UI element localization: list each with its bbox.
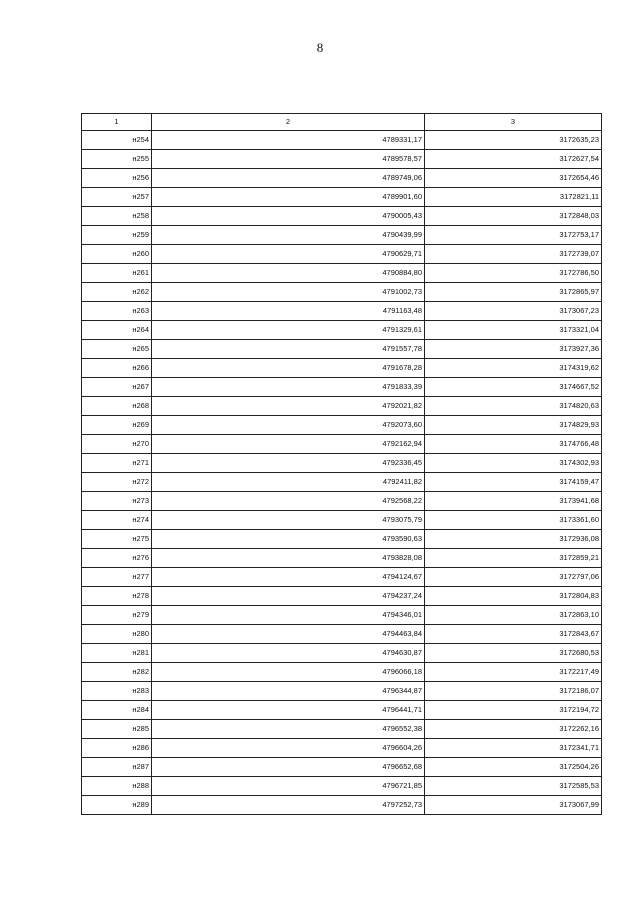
table-row	[82, 340, 602, 359]
y-coordinate-cell: 3172848,03	[425, 207, 602, 226]
y-coordinate-cell: 3172680,53	[425, 644, 602, 663]
point-id-cell: н286	[82, 739, 152, 758]
y-coordinate-cell: 3172585,53	[425, 777, 602, 796]
point-id-cell: н259	[82, 226, 152, 245]
table-header	[82, 114, 602, 131]
table-row	[82, 511, 602, 530]
y-coordinate-cell: 3174319,62	[425, 359, 602, 378]
y-coordinate-cell: 3172843,67	[425, 625, 602, 644]
table-body	[82, 131, 602, 815]
y-coordinate-cell: 3173941,68	[425, 492, 602, 511]
table-row	[82, 473, 602, 492]
table-row	[82, 131, 602, 150]
x-coordinate-cell: 4796441,71	[152, 701, 425, 720]
point-id-cell: н263	[82, 302, 152, 321]
y-coordinate-cell: 3172504,26	[425, 758, 602, 777]
table-row	[82, 739, 602, 758]
table-row	[82, 625, 602, 644]
point-id-cell: н289	[82, 796, 152, 815]
x-coordinate-cell: 4791163,48	[152, 302, 425, 321]
y-coordinate-cell: 3172194,72	[425, 701, 602, 720]
y-coordinate-cell: 3172804,83	[425, 587, 602, 606]
column-header-point: 1	[82, 114, 152, 131]
x-coordinate-cell: 4790439,99	[152, 226, 425, 245]
table-row	[82, 416, 602, 435]
x-coordinate-cell: 4793590,63	[152, 530, 425, 549]
header-row	[82, 114, 602, 131]
table-row	[82, 226, 602, 245]
x-coordinate-cell: 4789901,60	[152, 188, 425, 207]
x-coordinate-cell: 4789578,57	[152, 150, 425, 169]
table-row	[82, 321, 602, 340]
x-coordinate-cell: 4791833,39	[152, 378, 425, 397]
point-id-cell: н268	[82, 397, 152, 416]
y-coordinate-cell: 3172654,46	[425, 169, 602, 188]
x-coordinate-cell: 4794630,87	[152, 644, 425, 663]
x-coordinate-cell: 4794463,84	[152, 625, 425, 644]
x-coordinate-cell: 4794346,01	[152, 606, 425, 625]
y-coordinate-cell: 3174302,93	[425, 454, 602, 473]
point-id-cell: н283	[82, 682, 152, 701]
y-coordinate-cell: 3174159,47	[425, 473, 602, 492]
table-row	[82, 530, 602, 549]
x-coordinate-cell: 4792162,94	[152, 435, 425, 454]
point-id-cell: н271	[82, 454, 152, 473]
y-coordinate-cell: 3172936,08	[425, 530, 602, 549]
table-row	[82, 720, 602, 739]
y-coordinate-cell: 3173067,99	[425, 796, 602, 815]
y-coordinate-cell: 3172739,07	[425, 245, 602, 264]
point-id-cell: н278	[82, 587, 152, 606]
y-coordinate-cell: 3172786,50	[425, 264, 602, 283]
point-id-cell: н261	[82, 264, 152, 283]
table-row	[82, 169, 602, 188]
x-coordinate-cell: 4794124,67	[152, 568, 425, 587]
table-row	[82, 264, 602, 283]
table-row	[82, 283, 602, 302]
table-row	[82, 701, 602, 720]
table-row	[82, 188, 602, 207]
point-id-cell: н273	[82, 492, 152, 511]
y-coordinate-cell: 3172863,10	[425, 606, 602, 625]
table-row	[82, 397, 602, 416]
point-id-cell: н264	[82, 321, 152, 340]
y-coordinate-cell: 3174667,52	[425, 378, 602, 397]
x-coordinate-cell: 4791678,28	[152, 359, 425, 378]
point-id-cell: н276	[82, 549, 152, 568]
point-id-cell: н265	[82, 340, 152, 359]
y-coordinate-cell: 3172753,17	[425, 226, 602, 245]
y-coordinate-cell: 3172821,11	[425, 188, 602, 207]
table-row	[82, 492, 602, 511]
x-coordinate-cell: 4797252,73	[152, 796, 425, 815]
table-row	[82, 435, 602, 454]
point-id-cell: н279	[82, 606, 152, 625]
y-coordinate-cell: 3173361,60	[425, 511, 602, 530]
point-id-cell: н257	[82, 188, 152, 207]
table-row	[82, 245, 602, 264]
table-row	[82, 644, 602, 663]
table-row	[82, 682, 602, 701]
x-coordinate-cell: 4796652,68	[152, 758, 425, 777]
point-id-cell: н287	[82, 758, 152, 777]
y-coordinate-cell: 3172262,16	[425, 720, 602, 739]
table-row	[82, 454, 602, 473]
point-id-cell: н258	[82, 207, 152, 226]
page-number: 8	[316, 40, 324, 55]
point-id-cell: н274	[82, 511, 152, 530]
x-coordinate-cell: 4796721,85	[152, 777, 425, 796]
y-coordinate-cell: 3172186,07	[425, 682, 602, 701]
x-coordinate-cell: 4792568,22	[152, 492, 425, 511]
y-coordinate-cell: 3173067,23	[425, 302, 602, 321]
y-coordinate-cell: 3172865,97	[425, 283, 602, 302]
x-coordinate-cell: 4791002,73	[152, 283, 425, 302]
table-row	[82, 587, 602, 606]
x-coordinate-cell: 4791557,78	[152, 340, 425, 359]
coordinates-table	[81, 113, 602, 815]
x-coordinate-cell: 4789331,17	[152, 131, 425, 150]
x-coordinate-cell: 4790629,71	[152, 245, 425, 264]
point-id-cell: н285	[82, 720, 152, 739]
x-coordinate-cell: 4792336,45	[152, 454, 425, 473]
table-row	[82, 359, 602, 378]
y-coordinate-cell: 3172797,06	[425, 568, 602, 587]
x-coordinate-cell: 4796066,18	[152, 663, 425, 682]
x-coordinate-cell: 4791329,61	[152, 321, 425, 340]
y-coordinate-cell: 3174820,63	[425, 397, 602, 416]
x-coordinate-cell: 4793075,79	[152, 511, 425, 530]
point-id-cell: н256	[82, 169, 152, 188]
table-row	[82, 758, 602, 777]
table-row	[82, 796, 602, 815]
table-row	[82, 568, 602, 587]
x-coordinate-cell: 4790884,80	[152, 264, 425, 283]
point-id-cell: н255	[82, 150, 152, 169]
table-row	[82, 150, 602, 169]
point-id-cell: н254	[82, 131, 152, 150]
y-coordinate-cell: 3172635,23	[425, 131, 602, 150]
y-coordinate-cell: 3172217,49	[425, 663, 602, 682]
point-id-cell: н260	[82, 245, 152, 264]
x-coordinate-cell: 4796344,87	[152, 682, 425, 701]
column-header-y: 3	[425, 114, 602, 131]
x-coordinate-cell: 4792021,82	[152, 397, 425, 416]
x-coordinate-cell: 4789749,06	[152, 169, 425, 188]
y-coordinate-cell: 3172341,71	[425, 739, 602, 758]
x-coordinate-cell: 4793828,08	[152, 549, 425, 568]
point-id-cell: н282	[82, 663, 152, 682]
x-coordinate-cell: 4792073,60	[152, 416, 425, 435]
x-coordinate-cell: 4792411,82	[152, 473, 425, 492]
table-row	[82, 606, 602, 625]
point-id-cell: н270	[82, 435, 152, 454]
point-id-cell: н277	[82, 568, 152, 587]
column-header-x: 2	[152, 114, 425, 131]
y-coordinate-cell: 3174829,93	[425, 416, 602, 435]
x-coordinate-cell: 4790005,43	[152, 207, 425, 226]
table-row	[82, 663, 602, 682]
table-row	[82, 549, 602, 568]
y-coordinate-cell: 3173927,36	[425, 340, 602, 359]
point-id-cell: н284	[82, 701, 152, 720]
y-coordinate-cell: 3174766,48	[425, 435, 602, 454]
table-row	[82, 777, 602, 796]
table-row	[82, 378, 602, 397]
table-row	[82, 207, 602, 226]
point-id-cell: н272	[82, 473, 152, 492]
point-id-cell: н267	[82, 378, 152, 397]
point-id-cell: н269	[82, 416, 152, 435]
table-row	[82, 302, 602, 321]
x-coordinate-cell: 4796604,26	[152, 739, 425, 758]
y-coordinate-cell: 3173321,04	[425, 321, 602, 340]
y-coordinate-cell: 3172859,21	[425, 549, 602, 568]
point-id-cell: н281	[82, 644, 152, 663]
x-coordinate-cell: 4794237,24	[152, 587, 425, 606]
point-id-cell: н275	[82, 530, 152, 549]
point-id-cell: н288	[82, 777, 152, 796]
x-coordinate-cell: 4796552,38	[152, 720, 425, 739]
y-coordinate-cell: 3172627,54	[425, 150, 602, 169]
point-id-cell: н262	[82, 283, 152, 302]
point-id-cell: н280	[82, 625, 152, 644]
point-id-cell: н266	[82, 359, 152, 378]
